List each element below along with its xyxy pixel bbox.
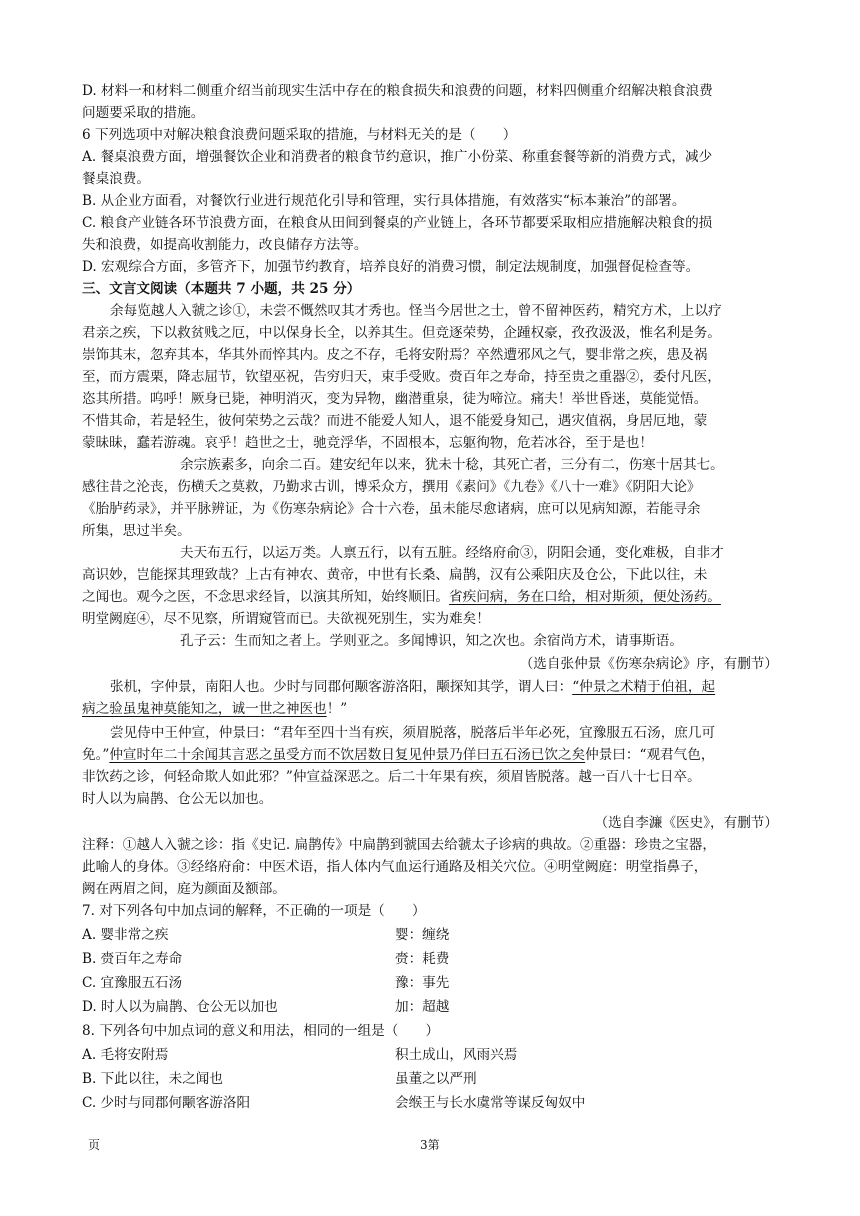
passage-text: 免。” bbox=[82, 747, 110, 763]
passage-line: 尝见侍中王仲宣，仲景曰：“君年至四十当有疾，须眉脱落，脱落后半年必死，宜豫服五石汤，庶几可 bbox=[110, 725, 716, 741]
page-number: 3第 bbox=[420, 1138, 440, 1152]
question-6-stem: 6 下列选项中对解决粮食浪费问题采取的措施，与材料无关的是（ ） bbox=[82, 127, 517, 143]
underlined-sentence: 省疾问病，务在口给，相对斯须，便处汤药。 bbox=[449, 589, 721, 605]
source-note: （选自李濂《医史》，有删节） bbox=[594, 815, 778, 831]
text-line: 失和浪费，如提高收割能力，改良储存方法等。 bbox=[82, 237, 368, 253]
passage-line bbox=[110, 676, 715, 698]
q8-option-b: B. 下此以往，未之闻也 bbox=[82, 1071, 223, 1087]
passage-line: 所集，思过半矣。 bbox=[82, 523, 191, 539]
q7-option-d-gloss: 加：超越 bbox=[395, 999, 450, 1015]
passage-line: 感往昔之沦丧，伤横夭之莫救，乃勤求古训，博采众方，撰用《素问》《九卷》《八十一难》《阴阳大论》 bbox=[82, 479, 701, 495]
q8-option-a: A. 毛将安附焉 bbox=[82, 1047, 169, 1063]
annotation-line: 阙在两眉之间，庭为颜面及额部。 bbox=[82, 881, 286, 897]
section-heading: 三、文言文阅读（本题共 7 小题，共 25 分） bbox=[82, 281, 361, 297]
underlined-sentence: “仲景之术精于伯祖，起 bbox=[572, 679, 716, 695]
q7-option-c: C. 宜豫服五石汤 bbox=[82, 975, 183, 991]
passage-text: ！” bbox=[326, 701, 348, 717]
passage-line bbox=[82, 586, 721, 608]
q6-option-b: B. 从企业方面看，对餐饮行业进行规范化引导和管理，实行具体措施，有效落实“标本兼治”的部署。 bbox=[82, 193, 686, 209]
annotation-line: 此喻人的身体。③经络府俞：中医术语，指人体内气血运行通路及相关穴位。④明堂阙庭：明堂指鼻子， bbox=[82, 859, 708, 875]
q7-option-b-gloss: 赍：耗费 bbox=[395, 951, 450, 967]
passage-line: 至，而方震栗，降志屈节，钦望巫祝，告穷归天，束手受败。赍百年之寿命，持至贵之重器②，委付凡医， bbox=[82, 369, 721, 385]
passage-line: 高识妙，岂能探其理致哉？上古有神农、黄帝，中世有长桑、扁鹊，汉有公乘阳庆及仓公，下此以往，未 bbox=[82, 567, 708, 583]
q7-option-a-gloss: 婴：缠绕 bbox=[395, 927, 450, 943]
passage-line: 夫天布五行，以运万类。人禀五行，以有五脏。经络府俞③，阴阳会通，变化难极，自非才 bbox=[180, 545, 724, 561]
passage-line: 时人以为扁鹊、仓公无以加也。 bbox=[82, 791, 273, 807]
q6-option-c: C. 粮食产业链各环节浪费方面，在粮食从田间到餐桌的产业链上，各环节都要采取相应措施解决粮食的损 bbox=[82, 215, 713, 231]
passage-line: 余宗族素多，向余二百。建安纪年以来，犹未十稔，其死亡者，三分有二，伤寒十居其七。 bbox=[180, 457, 724, 473]
q7-option-a: A. 婴非常之疾 bbox=[82, 927, 169, 943]
passage-line: 非饮药之诊，何轻命欺人如此邪？”仲宣益深恶之。后二十年果有疾，须眉皆脱落。越一百八十七日卒。 bbox=[82, 769, 701, 785]
passage-line: 君亲之疾，下以救贫贱之厄，中以保身长全，以养其生。但竞逐荣势，企踵权豪，孜孜汲汲，惟名利是务。 bbox=[82, 325, 721, 341]
passage-text: 张机，字仲景，南阳人也。少时与同郡何颙客游洛阳，颙探知其学，谓人曰： bbox=[110, 679, 573, 695]
passage-line: 恣其所措。呜呼！厥身已毙，神明消灭，变为异物，幽潜重泉，徒为啼泣。痛夫！举世昏迷，莫能觉悟。 bbox=[82, 391, 708, 407]
passage-line bbox=[82, 744, 714, 766]
passage-line bbox=[82, 698, 347, 720]
question-7-stem: 7. 对下列各句中加点词的解释，不正确的一项是（ ） bbox=[82, 903, 426, 919]
q8-option-a-compare: 积土成山，风雨兴焉 bbox=[395, 1047, 518, 1063]
underlined-sentence: 仲宣时年二十余闻其言恶之虽受方而不饮居数日复见仲景乃佯曰五石汤已饮之矣 bbox=[109, 747, 586, 763]
q8-option-c-compare: 会缑王与长水虞常等谋反匈奴中 bbox=[395, 1095, 586, 1111]
q6-option-d: D. 宏观综合方面，多管齐下，加强节约教育，培养良好的消费习惯，制定法规制度，加强督促检查等。 bbox=[82, 259, 700, 275]
passage-line: 孔子云：生而知之者上。学则亚之。多闻博识，知之次也。余宿尚方术，请事斯语。 bbox=[180, 633, 683, 649]
passage-line: 崇饰其末，忽弃其本，华其外而悴其内。皮之不存，毛将安附焉？卒然遭邪风之气，婴非常之疾，患及祸 bbox=[82, 347, 708, 363]
source-note: （选自张仲景《伤寒杂病论》序，有删节） bbox=[519, 656, 778, 672]
q8-option-c: C. 少时与同郡何颙客游洛阳 bbox=[82, 1095, 251, 1111]
passage-line: 不惜其命，若是轻生，彼何荣势之云哉？而进不能爱人知人，退不能爱身知己，遇灾值祸，身居厄地，蒙 bbox=[82, 413, 708, 429]
question-8-stem: 8. 下列各句中加点词的意义和用法，相同的一组是（ ） bbox=[82, 1023, 440, 1039]
footer-left: 页 bbox=[88, 1138, 101, 1152]
q6-option-a: A. 餐桌浪费方面，增强餐饮企业和消费者的粮食节约意识，推广小份菜、称重套餐等新的消费方式，减少 bbox=[82, 149, 713, 165]
passage-line: 《胎胪药录》，并平脉辨证，为《伤寒杂病论》合十六卷，虽未能尽愈诸病，庶可以见病知源，若能寻余 bbox=[82, 501, 701, 517]
q7-option-b: B. 赍百年之寿命 bbox=[82, 951, 183, 967]
q7-option-d: D. 时人以为扁鹊、仓公无以加也 bbox=[82, 999, 278, 1015]
passage-line: 明堂阙庭④，尽不见察，所谓窥管而已。夫欲视死别生，实为难矣！ bbox=[82, 611, 490, 627]
q7-option-c-gloss: 豫：事先 bbox=[395, 975, 450, 991]
q8-option-b-compare: 虽董之以严刑 bbox=[395, 1071, 477, 1087]
underlined-sentence: 病之验虽鬼神莫能知之，诚一世之神医也 bbox=[82, 701, 327, 717]
text-line: 餐桌浪费。 bbox=[82, 171, 150, 187]
passage-line: 蒙昧昧，蠢若游魂。哀乎！趋世之士，驰竞浮华，不固根本，忘躯徇物，危若冰谷，至于是也！ bbox=[82, 435, 653, 451]
text-line: 问题要采取的措施。 bbox=[82, 105, 205, 121]
passage-text: 之闻也。观今之医，不念思求经旨，以演其所知，始终顺旧。 bbox=[82, 589, 450, 605]
passage-text: 仲景曰：“观君气色， bbox=[585, 747, 715, 763]
text-line: D. 材料一和材料二侧重介绍当前现实生活中存在的粮食损失和浪费的问题，材料四侧重介绍解决粮食浪费 bbox=[82, 83, 713, 99]
passage-line: 余每览越人入虢之诊①，未尝不慨然叹其才秀也。怪当今居世之士，曾不留神医药，精究方术，上以疗 bbox=[110, 303, 722, 319]
annotation-line: 注释：①越人入虢之诊：指《史记. 扁鹊传》中扁鹊到虢国去给虢太子诊病的典故。②重器：珍贵之宝器， bbox=[82, 837, 716, 853]
